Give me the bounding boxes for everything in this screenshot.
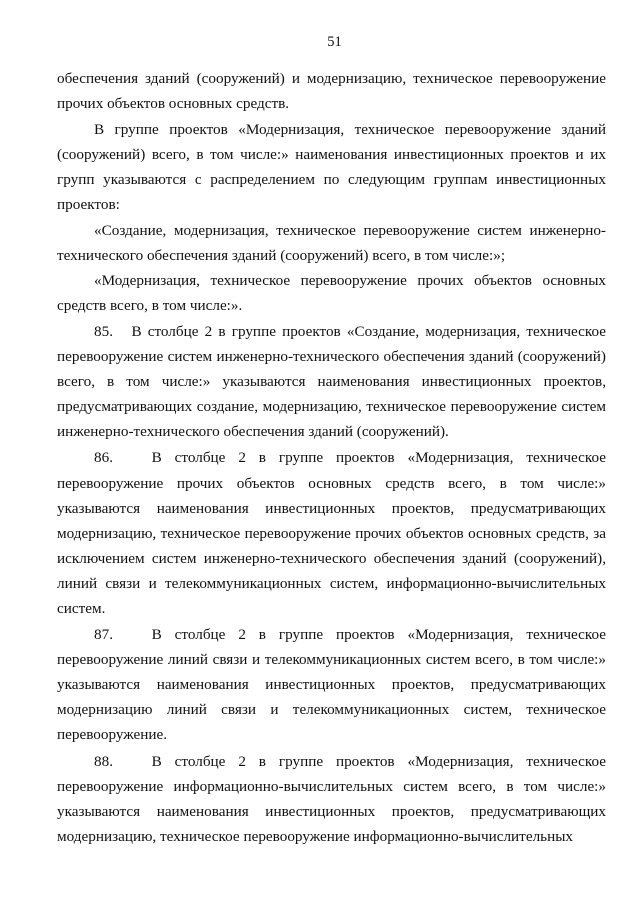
paragraph-project-groups: В группе проектов «Модернизация, техническое перевооружение зданий (сооружений) всего, в том числе:» наименования инвестиционных проектов и их групп указываются с распределением по следующим группам инвестиционных проектов: xyxy=(57,121,606,214)
page-number: 51 xyxy=(327,34,342,50)
document-body xyxy=(57,66,606,849)
paragraph-group-engineering-systems: «Создание, модернизация, техническое перевооружение систем инженерно-технического обеспечения зданий (сооружений) всего, в том числе:»; xyxy=(57,221,606,264)
paragraph-group-other-assets: «Модернизация, техническое перевооружение прочих объектов основных средств всего, в том числе:». xyxy=(57,271,606,314)
paragraph-item-87: 87. В столбце 2 в группе проектов «Модернизация, техническое перевооружение линий связи и телекоммуникационных систем всего, в том числе:» указываются наименования инвестиционных проектов, предусматривающих модернизацию линий связи и телекоммуникационных систем, техническое перевооружение. xyxy=(57,626,606,744)
paragraph-item-88: 88. В столбце 2 в группе проектов «Модернизация, техническое перевооружение информационно-вычислительных систем всего, в том числе:» указываются наименования инвестиционных проектов, предусматривающих модернизацию, техническое перевооружение информационно-вычислительных xyxy=(57,752,606,845)
paragraph-item-86: 86. В столбце 2 в группе проектов «Модернизация, техническое перевооружение прочих объектов основных средств всего, в том числе:» указываются наименования инвестиционных проектов, предусматривающих модернизацию, техническое перевооружение прочих объектов основных средств, за исключением систем инженерно-технического обеспечения зданий (сооружений), линий связи и телекоммуникационных систем, информационно-вычислительных систем. xyxy=(57,449,606,617)
paragraph-continuation: обеспечения зданий (сооружений) и модернизацию, техническое перевооружение прочих объектов основных средств. xyxy=(57,70,606,113)
paragraph-item-85: 85. В столбце 2 в группе проектов «Создание, модернизация, техническое перевооружение систем инженерно-технического обеспечения зданий (сооружений) всего, в том числе:» указываются наименования инвестиционных проектов, предусматривающих создание, модернизацию, техническое перевооружение систем инженерно-технического обеспечения зданий (сооружений). xyxy=(57,322,606,441)
